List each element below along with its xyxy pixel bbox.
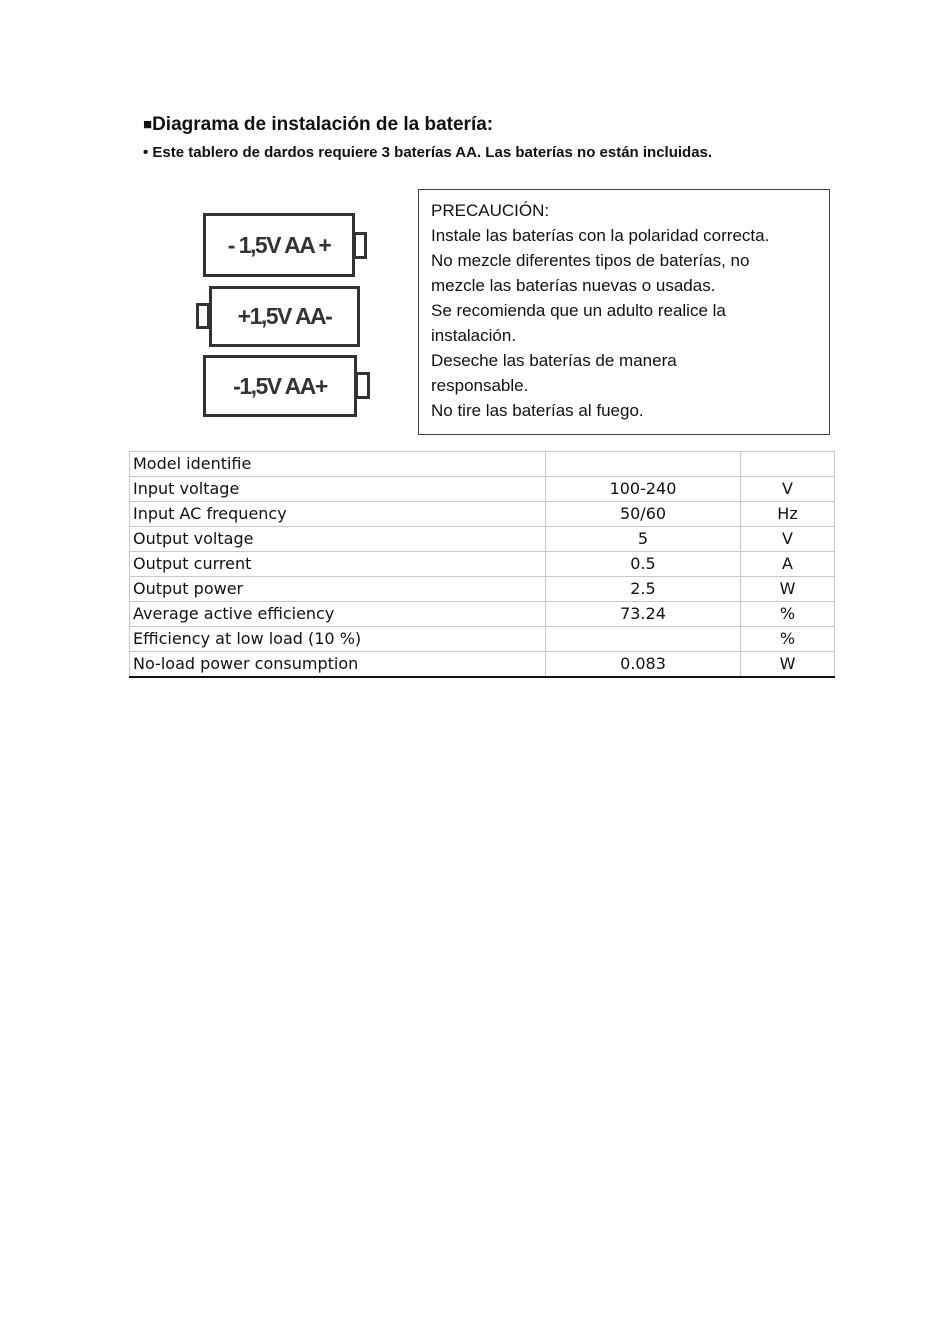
spec-unit: W [741, 652, 835, 678]
caution-line: mezcle las baterías nuevas o usadas. [431, 276, 716, 295]
spec-label: Efficiency at low load (10 %) [130, 627, 546, 652]
spec-unit: % [741, 627, 835, 652]
table-row [130, 452, 835, 477]
battery-3-terminal-icon [355, 372, 370, 399]
battery-3-label: -1,5V AA+ [233, 372, 327, 399]
spec-label: Average active efficiency [130, 602, 546, 627]
spec-label: Model identifie [130, 452, 546, 477]
caution-box [418, 189, 830, 435]
spec-value: 0.5 [546, 552, 741, 577]
spec-label: Output current [130, 552, 546, 577]
spec-value: 2.5 [546, 577, 741, 602]
spec-label: Output voltage [130, 527, 546, 552]
spec-unit: V [741, 477, 835, 502]
spec-value: 100-240 [546, 477, 741, 502]
battery-2-terminal-icon [196, 303, 210, 329]
spec-label: Input AC frequency [130, 502, 546, 527]
spec-unit: A [741, 552, 835, 577]
battery-1-terminal-icon [353, 232, 367, 259]
spec-unit [741, 452, 835, 477]
spec-value [546, 452, 741, 477]
spec-value: 73.24 [546, 602, 741, 627]
spec-label: Output power [130, 577, 546, 602]
table-row [130, 552, 835, 577]
section-title-text: Diagrama de instalación de la batería: [152, 114, 494, 135]
section-title [143, 114, 493, 136]
table-row [130, 652, 835, 678]
spec-unit: Hz [741, 502, 835, 527]
table-row [130, 577, 835, 602]
caution-heading: PRECAUCIÓN: [431, 201, 550, 220]
spec-label: Input voltage [130, 477, 546, 502]
table-row [130, 627, 835, 652]
battery-3 [203, 355, 357, 417]
spec-value: 50/60 [546, 502, 741, 527]
table-row [130, 602, 835, 627]
battery-requirement-note: • Este tablero de dardos requiere 3 baterías AA. Las baterías no están incluidas. [143, 144, 713, 161]
table-row [130, 502, 835, 527]
spec-unit: % [741, 602, 835, 627]
spec-unit: W [741, 577, 835, 602]
table-row [130, 527, 835, 552]
battery-2 [209, 286, 360, 347]
caution-line: Se recomienda que un adulto realice la [431, 301, 726, 320]
caution-line: Instale las baterías con la polaridad correcta. [431, 226, 770, 245]
spec-unit: V [741, 527, 835, 552]
caution-line: instalación. [431, 326, 517, 345]
caution-line: Deseche las baterías de manera [431, 351, 677, 370]
spec-value: 5 [546, 527, 741, 552]
battery-1 [203, 213, 355, 277]
caution-line: No mezcle diferentes tipos de baterías, no [431, 251, 750, 270]
caution-line: responsable. [431, 376, 529, 395]
spec-label: No-load power consumption [130, 652, 546, 678]
table-row [130, 477, 835, 502]
battery-2-label: +1,5V AA- [237, 303, 332, 329]
battery-1-label: - 1,5V AA + [227, 231, 331, 258]
caution-line: No tire las baterías al fuego. [431, 401, 644, 420]
power-spec-table [129, 451, 835, 678]
bullet-square-icon: ■ [143, 116, 153, 133]
spec-value: 0.083 [546, 652, 741, 678]
spec-value [546, 627, 741, 652]
